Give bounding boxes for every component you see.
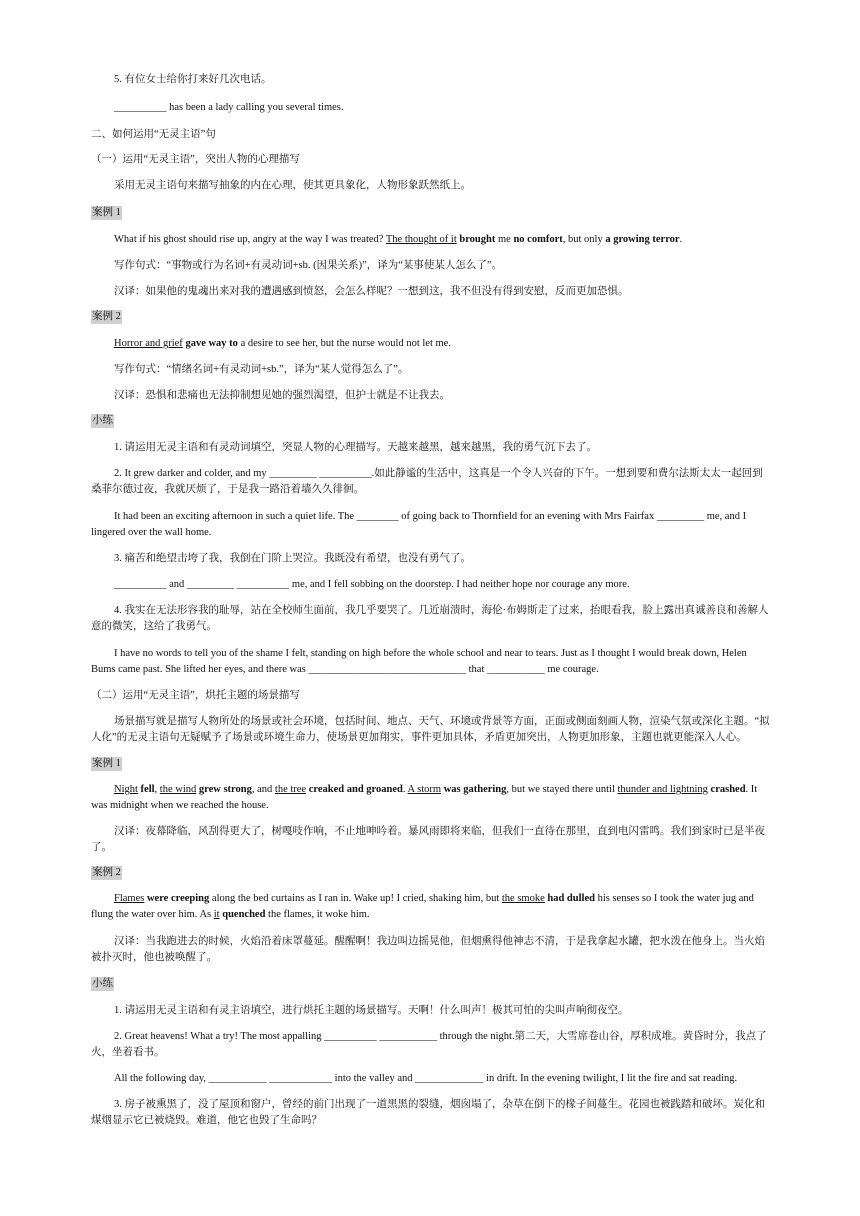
scene-translation-2: 汉译：当我跑进去的时候，火焰沿着床罩蔓延。醒醒啊！我边叫边摇晃他，但烟熏得他神志不清，于是我拿起水罐，把水泼在他身上。当火焰被扑灭时，他也被唤醒了。 (91, 936, 765, 963)
case-2-english: Horror and grief gave way to a desire to see her, but the nurse would not let me. (114, 338, 451, 349)
practice-item-2-english: It had been an exciting afternoon in such a quiet life. The ________ of going back to Thornfield for an evening with Mrs Fairfax _________ me, and I lingered over the wall home. (91, 511, 747, 538)
sentence-pattern-2: 写作句式：“情绪名词+有灵动词+sb.”，译为“某人觉得怎么了”。 (114, 364, 409, 375)
case-label: 案例 2 (92, 867, 121, 878)
scene-case-1-english: Night fell, the wind grew strong, and the tree creaked and groaned. A storm was gathering, but we stayed there until thunder and lightning crashed. It was midnight when we reached the house. (91, 784, 758, 811)
practice-instruction: 1. 请运用无灵主语和有灵动词填空，突显人物的心理描写。天越来越黑，越来越黑，我的勇气沉下去了。 (114, 442, 597, 453)
exercise-5-chinese: 5. 有位女士给你打来好几次电话。 (114, 74, 272, 85)
practice-item-4-english: I have no words to tell you of the shame I felt, standing on high before the whole school and near to tears. Just as I thought I would break down, Helen Bums came past. She lifted her eyes, and there was ______________________________ that ___________ me courage. (91, 648, 747, 675)
scene-practice-item-2: 2. Great heavens! What a try! The most appalling __________ ___________ through the night.第二天，大雪席卷山谷，厚积成堆。黄昏时分，我点了火，坐着看书。 (91, 1031, 767, 1058)
case-label: 案例 2 (92, 311, 121, 322)
practice-label: 小练 (92, 978, 113, 989)
scene-description-paragraph: 场景描写就是描写人物所处的场景或社会环境，包括时间、地点、天气、环境或背景等方面，正面或侧面刻画人物，渲染气氛或深化主题。“拟人化”的无灵主语句无疑赋予了场景或环境生命力，使场景更加翔实，事件更加具体，矛盾更加突出，人物更加形象，主题也就更能深入人心。 (91, 716, 770, 743)
case-label: 案例 1 (92, 207, 121, 218)
translation-2: 汉译：恐惧和悲痛也无法抑制想见她的强烈渴望，但护士就是不让我去。 (114, 390, 450, 401)
scene-practice-item-3: 3. 房子被熏黑了，没了屋顶和窗户，曾经的前门出现了一道黑黑的裂缝，烟囱塌了，杂草在倒下的椽子间蔓生。花园也被践踏和破坏。炭化和煤烟显示它已被烧毁。难道，他它也毁了生命吗？ (91, 1099, 765, 1126)
sentence-pattern-1: 写作句式：“事物或行为名词+有灵动词+sb. (因果关系)”，译为“某事使某人怎么了”。 (114, 260, 503, 271)
practice-item-4: 4. 我实在无法形容我的耻辱，站在全校师生面前，我几乎要哭了。几近崩溃时，海伦·布姆斯走了过来，抬眼看我，脸上露出真诚善良和善解人意的微笑，这给了我勇气。 (91, 605, 769, 632)
subsection-heading-1: （一）运用“无灵主语”，突出人物的心理描写 (91, 154, 300, 165)
subsection-heading-2: （二）运用“无灵主语”，烘托主题的场景描写 (91, 690, 300, 701)
translation-1: 汉译：如果他的鬼魂出来对我的遭遇感到愤怒，会怎么样呢？一想到这，我不但没有得到安慰，反而更加恐惧。 (114, 286, 629, 297)
practice-item-2: 2. It grew darker and colder, and my _________ __________.如此静谧的生活中，这真是一个令人兴奋的下午。一想到要和费尔法斯太太一起回到桑菲尔德过夜，我就厌烦了，于是我一路沿着墙久久徘徊。 (91, 468, 763, 495)
case-label: 案例 1 (92, 758, 121, 769)
practice-label: 小练 (92, 415, 113, 426)
scene-practice-instruction: 1. 请运用无灵主语和有灵主语填空，进行烘托主题的场景描写。天啊！什么叫声！极其可怕的尖叫声响彻夜空。 (114, 1005, 629, 1016)
scene-case-2-english: Flames were creeping along the bed curtains as I ran in. Wake up! I cried, shaking him, but the smoke had dulled his senses so I took the water jug and flung the water over him. As it quenched the flames, it woke him. (91, 893, 754, 920)
exercise-5-english: __________ has been a lady calling you several times. (114, 102, 344, 113)
case-1-english: What if his ghost should rise up, angry at the way I was treated? The thought of it brought me no comfort, but only a growing terror. (114, 234, 683, 245)
section-heading-2: 二、如何运用“无灵主语”句 (91, 129, 216, 140)
intro-paragraph: 采用无灵主语句来描写抽象的内在心理，使其更具象化，人物形象跃然纸上。 (114, 180, 471, 191)
scene-practice-item-2-english: All the following day, ___________ ____________ into the valley and _____________ in drift. In the evening twilight, I lit the fire and sat reading. (114, 1073, 738, 1084)
practice-item-3: 3. 痛苦和绝望击垮了我，我倒在门阶上哭泣。我既没有希望，也没有勇气了。 (114, 553, 471, 564)
practice-item-3-english: __________ and _________ __________ me, and I fell sobbing on the doorstep. I had neither hope nor courage any more. (114, 579, 630, 590)
scene-translation-1: 汉译：夜幕降临，风刮得更大了，树嘎吱作响，不止地呻吟着。暴风雨即将来临，但我们一直待在那里，直到电闪雷鸣。我们到家时已是半夜了。 (91, 826, 765, 853)
